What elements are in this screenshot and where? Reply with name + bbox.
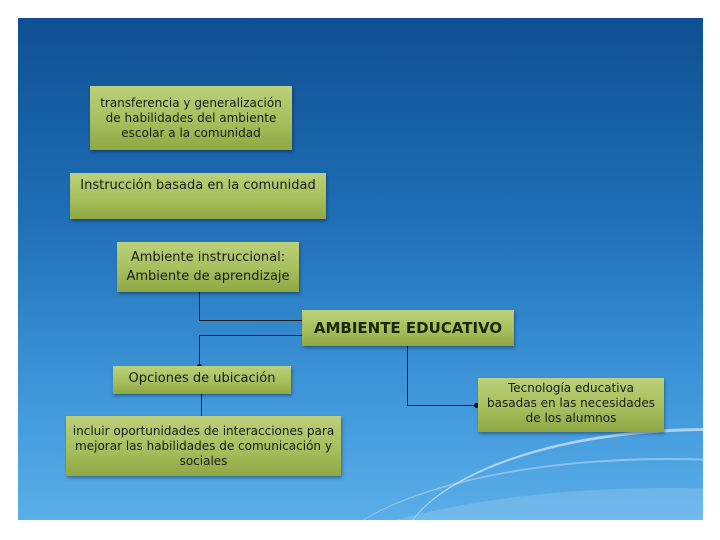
box-ambiente-instruccional-line1: Ambiente instruccional: — [130, 250, 286, 265]
connector-line — [201, 392, 202, 416]
box-ambiente-educativo-text: AMBIENTE EDUCATIVO — [313, 318, 503, 337]
box-interacciones — [66, 416, 341, 476]
connector-line — [199, 320, 302, 321]
box-ambiente-instruccional-line2: Ambiente de aprendizaje — [126, 269, 290, 284]
box-instruccion-comunidad — [70, 173, 326, 219]
connector-line — [199, 335, 200, 367]
box-opciones-ubicacion-text: Opciones de ubicación — [128, 371, 276, 386]
box-ambiente-educativo — [302, 310, 514, 346]
box-transferencia-text: transferencia y generalización de habilidades del ambiente escolar a la comunidad — [100, 95, 282, 140]
box-instruccion-comunidad-text: Instrucción basada en la comunidad — [80, 178, 316, 193]
decorative-wave — [398, 428, 703, 520]
box-interacciones-text: incluir oportunidades de interacciones para mejorar las habilidades de comunicación y sociales — [72, 423, 335, 468]
connector-line — [407, 346, 408, 406]
connector-line — [407, 405, 477, 406]
box-opciones-ubicacion — [113, 366, 291, 394]
box-tecnologia-educativa-text: Tecnología educativa basadas en las necesidades de los alumnos — [487, 381, 655, 425]
connector-line — [199, 335, 302, 336]
box-tecnologia-educativa — [478, 378, 664, 432]
box-ambiente-instruccional — [117, 242, 299, 292]
connector-line — [199, 290, 200, 320]
box-transferencia — [90, 86, 292, 150]
